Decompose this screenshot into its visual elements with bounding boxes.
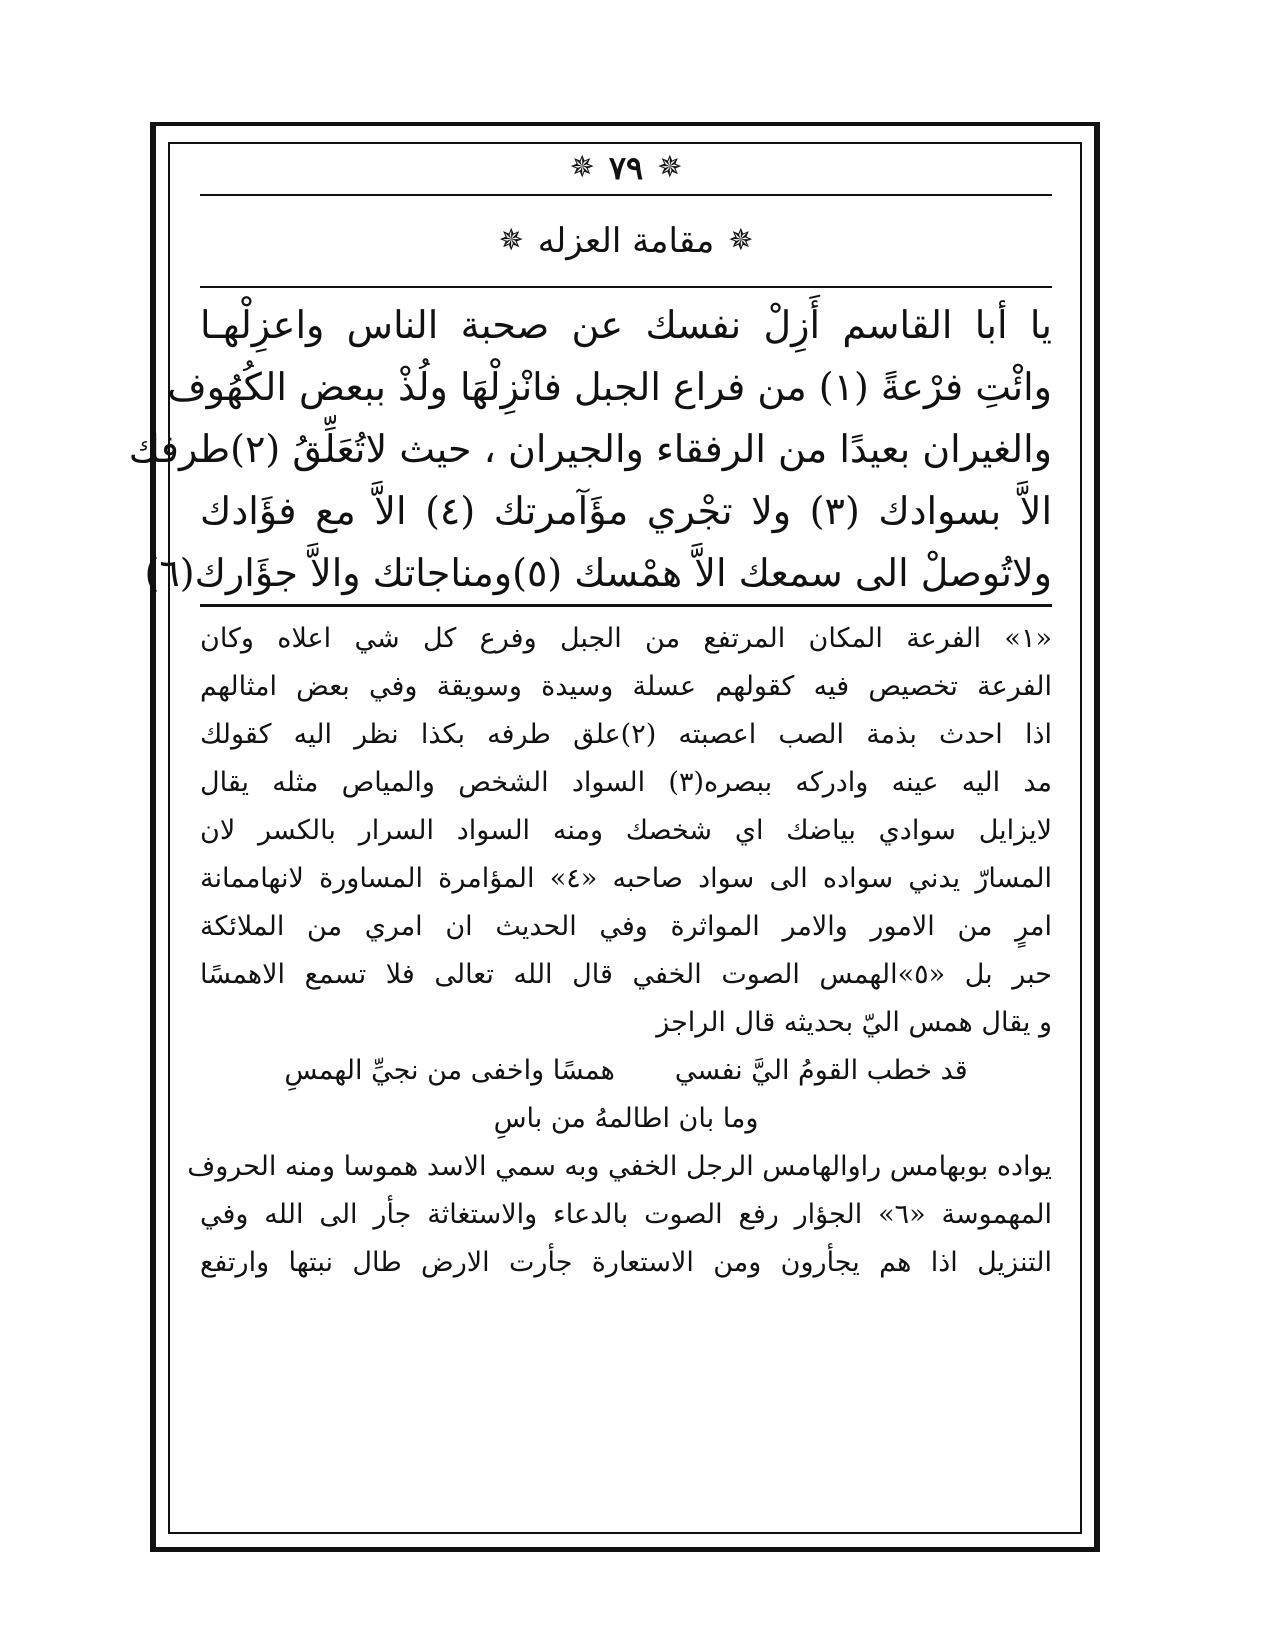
footnotes	[187, 607, 1052, 1287]
main-text	[128, 288, 1053, 604]
note-line: لايزايل سوادي بياضك اي شخصك ومنه السواد السرار بالكسر لان	[200, 815, 1052, 846]
verse-line: وما بان اطالمهُ من باسِ	[493, 1103, 759, 1134]
note-line: و يقال همس اليّ بحديثه قال الراجز	[656, 1007, 1052, 1038]
note-line: «١» الفرعة المكان المرتفع من الجبل وفرع كل شي اعلاه وكان	[200, 623, 1052, 654]
note-line: اذا احدث بذمة الصب اعصبته (٢)علق طرفه بكذا نظر اليه كقولك	[200, 719, 1052, 750]
note-line: حبر بل «٥»الهمس الصوت الخفي قال الله تعالى فلا تسمع الاهمسًا	[200, 959, 1052, 990]
verse-hemistich: همسًا واخفى من نجيِّ الهمسِ	[284, 1055, 615, 1086]
page-header	[200, 142, 1052, 194]
main-line: والغيران بعيدًا من الرفقاء والجيران ، حيث لاتُعَلِّقُ (٢)طرفك	[128, 427, 1052, 471]
ornament-left-icon: ✵	[569, 150, 595, 185]
note-line: الفرعة تخصيص فيه كقولهم عسلة وسيدة وسويقة وفي بعض امثالهم	[200, 671, 1052, 702]
verse-line	[200, 1047, 1052, 1095]
verse-hemistich: قد خطب القومُ اليَّ نفسي	[674, 1055, 968, 1086]
note-line: المهموسة «٦» الجؤار رفع الصوت بالدعاء والاستغاثة جأر الى الله وفي	[200, 1199, 1052, 1230]
chapter-heading	[200, 196, 1052, 286]
main-line: يا أبا القاسم أَزِلْ نفسك عن صحبة الناس واعزِلْهـا	[200, 303, 1052, 347]
page-number: ٧٩	[608, 149, 644, 187]
main-line: ولاتُوصلْ الى سمعك الاَّ همْسك (٥)ومناجاتك والاَّ جؤَارك(٦)	[144, 551, 1052, 595]
main-line: الاَّ بسوادك (٣) ولا تجْري مؤَآمرتك (٤) الاَّ مع فؤَادك	[200, 489, 1053, 533]
ornament-right-icon: ✵	[657, 150, 683, 185]
main-line: وائْتِ فرْعةً (١) من فراع الجبل فانْزِلْهَا ولُذْ ببعض الكُهُوف	[167, 365, 1052, 409]
note-line: التنزيل اذا هم يجأرون ومن الاستعارة جأرت الارض طال نبتها وارتفع	[200, 1247, 1052, 1278]
note-line: يواده بوبهامس راوالهامس الرجل الخفي وبه سمي الاسد هموسا ومنه الحروف	[187, 1151, 1052, 1182]
page-content	[128, 142, 1053, 1287]
chapter-title: مقامة العزله	[537, 221, 715, 261]
note-line: المسارّ يدني سواده الى سواد صاحبه «٤» المؤامرة المساورة لانهاممانة	[200, 863, 1052, 894]
title-ornament-left-icon: ✵	[498, 223, 524, 258]
note-line: امرٍ من الامور والامر المواثرة وفي الحديث ان امري من الملائكة	[200, 911, 1052, 942]
note-line: مد اليه عينه وادركه ببصره(٣) السواد الشخص والمياص مثله يقال	[200, 767, 1052, 798]
title-ornament-right-icon: ✵	[728, 223, 754, 258]
